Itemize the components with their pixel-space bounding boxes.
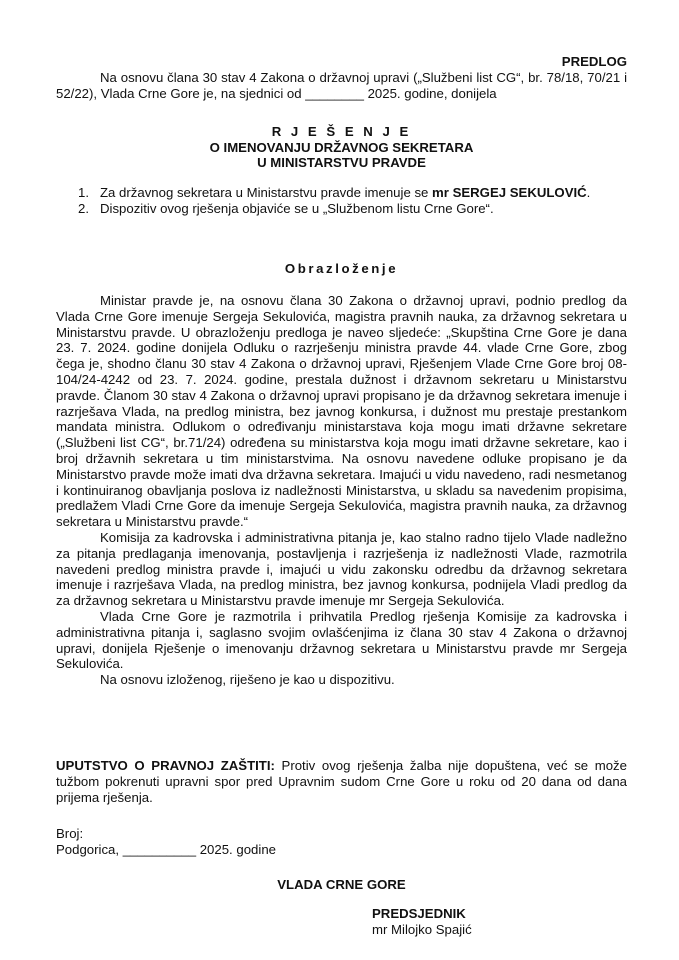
item-number: 1. bbox=[78, 185, 89, 200]
legal-remedy-text: Protiv ovog rješenja žalba nije dopuštena, već se može tužbom pokrenuti upravni spor pred Upravnim sudom Crne Gore u roku od 20 dana od dana prijema rješenja. bbox=[56, 758, 627, 805]
reasoning-paragraph: Komisija za kadrovska i administrativna pitanja je, kao stalno radno tijelo Vlade nadležno za pitanja predlaganja imenovanja, postavljenja i razrješenja iz nadležnosti Vlade, razmotrila navedeni predlog ministra pravde i, imajući u vidu zakonsku odredbu da državnog sekretara imenuje i razrješava Vlada, na predlog ministra, bez javnog konkursa, podnijela Vladi predlog da za državnog sekretara u Ministarstvu pravde imenuje mr Sergeja Sekulovića. bbox=[56, 529, 627, 609]
predlog-label: PREDLOG bbox=[561, 54, 627, 69]
dispositive-item bbox=[56, 201, 627, 217]
legal-remedy-paragraph bbox=[56, 758, 627, 805]
dispositive-list bbox=[56, 185, 627, 217]
signature-block bbox=[372, 906, 472, 938]
reasoning-body bbox=[56, 293, 627, 688]
title-resenje: R J E Š E N J E bbox=[271, 124, 412, 139]
title-subject-line2: U MINISTARSTVU PRAVDE bbox=[257, 155, 426, 170]
dispositive-item bbox=[56, 185, 627, 201]
reference-block bbox=[56, 826, 276, 858]
signatory-name: mr Milojko Spajić bbox=[372, 922, 472, 937]
reasoning-paragraph: Ministar pravde je, na osnovu člana 30 Zakona o državnoj upravi, podnio predlog da Vlada Crne Gore imenuje Sergeja Sekulovića, magistra pravnih nauka, za državnog sekretara u Ministarstvu pravde. U obrazloženju predloga je naveo sljedeće: „Skupština Crne Gore je dana 23. 7. 2024. godine donijela Odluku o razrješenju ministra pravde 44. vlade Crne Gore, zbog čega je, shodno članu 30 stav 4 Zakona o državnoj upravi, Rješenjem Vlade Crne Gore broj 08-104/24-4242 od 23. 7. 2024. godine, prestala dužnost i državnom sekretaru u Ministarstvu pravde. Članom 30 stav 4 Zakona o državnoj upravi propisano je da državnog sekretara imenuje i razrješava Vlada, na predlog ministra, bez javnog konkursa, i dužnost mu prestaje prestankom mandata ministra. Odlukom o određivanju ministarstava koja mogu imati državne sekretare („Službeni list CG“, br.71/24) određena su ministarstva koja mogu imati državne sekretare, kao i broj državnih sekretara u tim ministarstvima. Na osnovu navedene odluke propisano je da Ministarstvo pravde može imati dva državna sekretara. Imajući u vidu navedeno, radi nesmetanog i kontinuiranog obavljanja poslova iz nadležnosti Ministarstva, u skladu sa navedenim propisima, predlažem Vladi Crne Gore da imenuje Sergeja Sekulovića, magistra pravnih nauka, za državnog sekretara u Ministarstvu pravde.“ bbox=[56, 293, 628, 530]
item-text: Za državnog sekretara u Ministarstvu pravde imenuje se bbox=[100, 185, 433, 200]
item-text: Dispozitiv ovog rješenja objaviće se u „Službenom listu Crne Gore“. bbox=[100, 200, 494, 216]
broj-label: Broj: bbox=[56, 826, 84, 841]
document-title bbox=[56, 124, 627, 171]
place-date: Podgorica, __________ 2025. godine bbox=[56, 842, 276, 857]
reasoning-paragraph: Na osnovu izloženog, riješeno je kao u dispozitivu. bbox=[100, 672, 395, 688]
title-subject-line1: O IMENOVANJU DRŽAVNOG SEKRETARA bbox=[209, 139, 474, 155]
signatory-role: PREDSJEDNIK bbox=[372, 906, 466, 921]
reasoning-paragraph: Vlada Crne Gore je razmotrila i prihvatila Predlog rješenja Komisije za kadrovska i administrativna pitanja i, saglasno svojim ovlašćenjima iz člana 30 stav 4 Zakona o državnoj upravi, donijela Rješenje o imenovanju državnog sekretara u Ministarstvu pravde mr Sergeja Sekulovića. bbox=[56, 608, 627, 672]
item-tail: . bbox=[586, 185, 591, 200]
legal-remedy-label: UPUTSTVO O PRAVNOJ ZAŠTITI: bbox=[56, 758, 275, 773]
reasoning-heading: Obrazloženje bbox=[284, 261, 399, 276]
item-number: 2. bbox=[78, 200, 89, 216]
appointee-name: mr SERGEJ SEKULOVIĆ bbox=[432, 185, 587, 200]
intro-paragraph: Na osnovu člana 30 stav 4 Zakona o državnoj upravi („Službeni list CG“, br. 78/18, 70/21 i 52/22), Vlada Crne Gore je, na sjednici od ________ 2025. godine, donijela bbox=[56, 70, 627, 101]
government-name: VLADA CRNE GORE bbox=[277, 877, 406, 892]
